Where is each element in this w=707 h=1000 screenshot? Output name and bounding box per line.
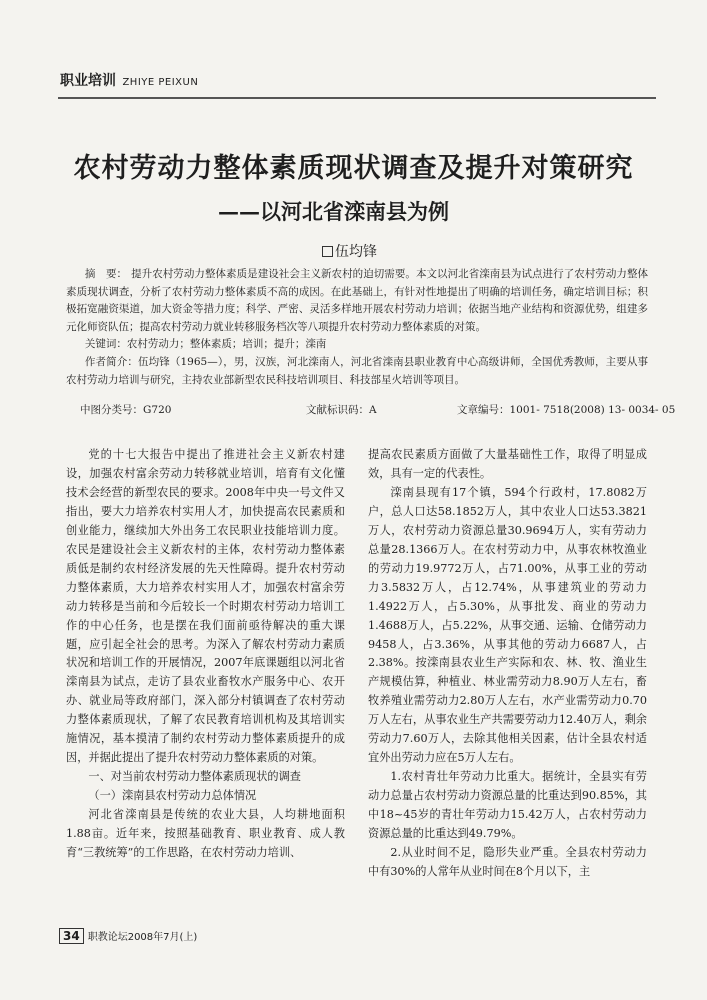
author-bio-label: 作者简介：	[84, 355, 139, 368]
section-heading: 一、对当前农村劳动力整体素质现状的调查	[88, 770, 301, 784]
document-code: 文献标识码：A	[306, 404, 377, 416]
keywords-paragraph	[66, 336, 648, 354]
keywords-label: 关键词：	[84, 338, 127, 351]
column-name-en: ZHIYE PEIXUN	[122, 77, 199, 88]
author-line	[322, 241, 377, 261]
column-name-cn: 职业培训	[60, 73, 116, 89]
body-paragraph: 河北省滦南县是传统的农业大县，人均耕地面积1.88亩。近年来，按照基础教育、职业教育、成人教育“三教统筹”的工作思路，在农村劳动力培训、	[66, 808, 345, 860]
author-name: 伍均锋	[335, 244, 377, 260]
article-title: 农村劳动力整体素质现状调查及提升对策研究	[73, 153, 634, 184]
body-paragraph: 1.农村青壮年劳动力比重大。据统计，全县实有劳动力总量占农村劳动力资源总量的比重达到90.85%，其中18~45岁的青壮年劳动力15.42万人，占农村劳动力资源总量的比重达到49.79%。	[368, 770, 647, 841]
abstract-label: 摘 要：	[84, 268, 128, 280]
abstract-paragraph	[66, 266, 648, 336]
article-number: 文章编号：1001- 7518(2008) 13- 0034- 05	[457, 404, 676, 416]
body-paragraph: 提高农民素质方面做了大量基础性工作，取得了明显成效，具有一定的代表性。	[368, 448, 647, 480]
journal-issue: 2008年7月(上)	[127, 932, 198, 943]
body-column-right	[368, 446, 647, 882]
body-paragraph: 滦南县现有17个镇，594个行政村，17.8082万户，总人口达58.1852万人，其中农业人口达53.3821万人，农村劳动力资源总量30.9694万人，实有劳动力总量28.1366万人。在农村劳动力中，从事农林牧渔业的劳动力19.9772万人，占71.00%，从事工业的劳动力3.5832万人，占12.74%，从事建筑业的劳动力1.4922万人，占5.30%，从事批发、商业的劳动力1.4688万人，占5.22%，从事交通、运输、仓储劳动力9458人，占3.36%，从事其他的劳动力6687人，占2.38%。按滦南县农业生产实际和农、林、牧、渔业生产规模估算，种植业、林业需劳动力8.90万人左右，畜牧养殖业需劳动力2.80万人左右，水产业需劳动力0.70万人左右，从事农业生产共需要劳动力12.40万人，剩余劳动力7.60万人，去除其他相关因素，估计全县农村适宜外出劳动力应在5万人左右。	[368, 485, 647, 765]
page-footer	[59, 928, 197, 944]
author-bio-text: 伍均锋（1965—），男，汉族，河北滦南人，河北省滦南县职业教育中心高级讲师，全国优秀教师，主要从事农村劳动力培训与研究，主持农业部新型农民科技培训项目、科技部星火培训等项目。	[66, 355, 648, 386]
body-paragraph: 党的十七大报告中提出了推进社会主义新农村建设，加强农村富余劳动力转移就业培训，培育有文化懂技术会经营的新型农民的要求。2008年中央一号文件又指出，要大力培养农村实用人才，加快提高农民素质和创业能力，继续加大外出务工农民职业技能培训力度。农民是建设社会主义新农村的主体，农村劳动力整体素质低是制约农村经济发展的先天性障碍。提升农村劳动力整体素质，大力培养农村实用人才，加强农村富余劳动力转移是当前和今后较长一个时期农村劳动力培训工作的中心任务，也是摆在我们面前亟待解决的重大课题，应引起全社会的思考。为深入了解农村劳动力素质状况和培训工作的开展情况，2007年底课题组以河北省滦南县为试点，走访了县农业畜牧水产服务中心、农开办、就业局等政府部门，深入部分村镇调查了农村劳动力整体素质现状，了解了农民教育培训机构及其培训实施情况，基本摸清了制约农村劳动力整体素质提升的成因，并据此提出了提升农村劳动力整体素质的对策。	[66, 448, 345, 765]
column-header	[60, 70, 198, 90]
journal-name: 职教论坛	[87, 932, 128, 943]
clc-number: 中图分类号：G720	[80, 404, 172, 416]
page-number: 34	[59, 928, 84, 944]
subsection-heading: （一）滦南县农村劳动力总体情况	[88, 789, 257, 803]
body-paragraph: 2.从业时间不足，隐形失业严重。全县农村劳动力中有30%的人常年从业时间在8个月以下，主	[368, 846, 647, 878]
keywords-text: 农村劳动力；整体素质；培训；提升；滦南	[126, 338, 327, 351]
author-box-icon	[322, 246, 333, 257]
header-rule	[58, 97, 656, 99]
article-subtitle: ——以河北省滦南县为例	[218, 199, 449, 224]
author-bio-paragraph	[66, 354, 648, 389]
abstract-text: 提升农村劳动力整体素质是建设社会主义新农村的迫切需要。本文以河北省滦南县为试点进行了农村劳动力整体素质现状调查，分析了农村劳动力整体素质不高的成因。在此基础上，有针对性地提出了明确的培训任务，确定培训目标；积极拓宽融资渠道，加大资金等措力度；科学、严密、灵活多样地开展农村劳动力培训；依据当地产业结构和资源优势，组建多元化师资队伍；提高农村劳动力就业转移服务档次等八项提升农村劳动力整体素质的对策。	[66, 268, 649, 333]
abstract-block	[66, 266, 648, 389]
body-column-left	[66, 446, 345, 863]
